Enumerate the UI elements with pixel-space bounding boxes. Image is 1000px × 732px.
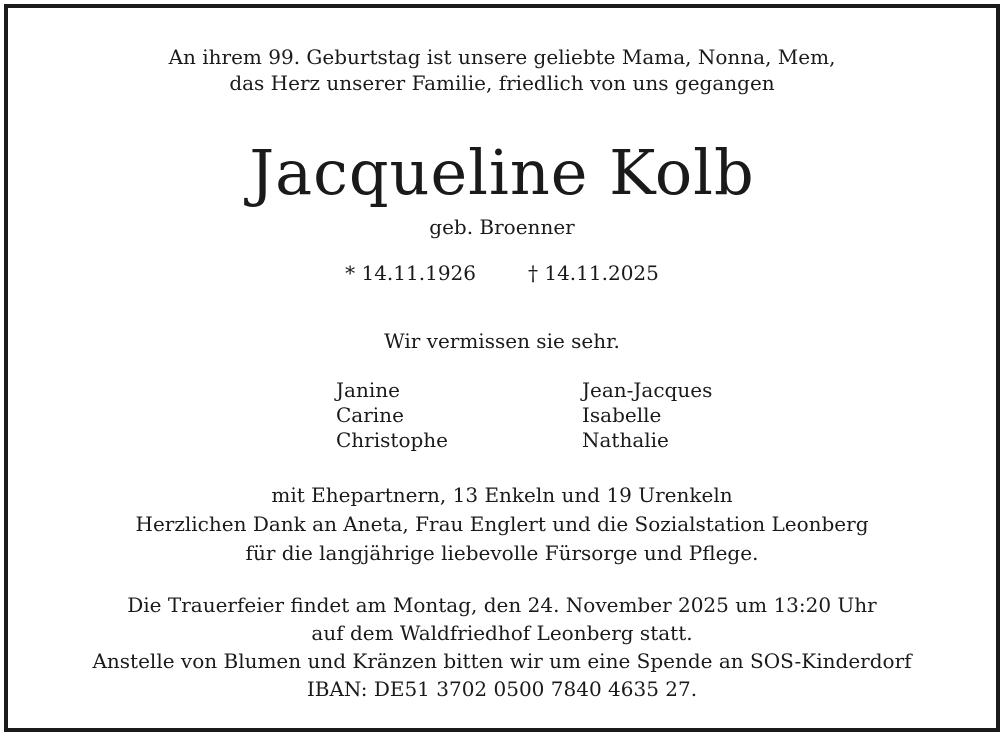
thanks-line-1: mit Ehepartnern, 13 Enkeln und 19 Urenkeln [271, 483, 733, 507]
family-member: Jean-Jacques [582, 378, 713, 402]
funeral-line-2: auf dem Waldfriedhof Leonberg statt. [311, 621, 693, 645]
intro-line-1: An ihrem 99. Geburtstag ist unsere geliebte Mama, Nonna, Mem, [168, 45, 836, 69]
intro-line-2: das Herz unserer Familie, friedlich von uns gegangen [229, 71, 775, 95]
birth-date: * 14.11.1926 [345, 261, 476, 285]
thanks-line-2: Herzlichen Dank an Aneta, Frau Englert und die Sozialstation Leonberg [135, 512, 869, 536]
family-list-left [336, 378, 448, 453]
funeral-line-4: IBAN: DE51 3702 0500 7840 4635 27. [306, 677, 698, 701]
deceased-name: Jacqueline Kolb [249, 136, 755, 209]
thanks-line-3: für die langjährige liebevolle Fürsorge und Pflege. [245, 541, 759, 565]
maiden-name: geb. Broenner [429, 215, 575, 239]
obituary-notice [4, 4, 1000, 732]
funeral-line-1: Die Trauerfeier findet am Montag, den 24. November 2025 um 13:20 Uhr [127, 593, 877, 617]
family-member: Nathalie [582, 428, 669, 452]
family-member: Carine [336, 403, 404, 427]
death-date: † 14.11.2025 [528, 261, 659, 285]
funeral-line-3: Anstelle von Blumen und Kränzen bitten wir um eine Spende an SOS-Kinderdorf [92, 649, 912, 673]
family-member: Janine [336, 378, 400, 402]
family-member: Isabelle [582, 403, 662, 427]
tagline: Wir vermissen sie sehr. [384, 329, 620, 353]
life-dates [8, 260, 996, 286]
family-list-right [582, 378, 712, 453]
family-member: Christophe [336, 428, 449, 452]
